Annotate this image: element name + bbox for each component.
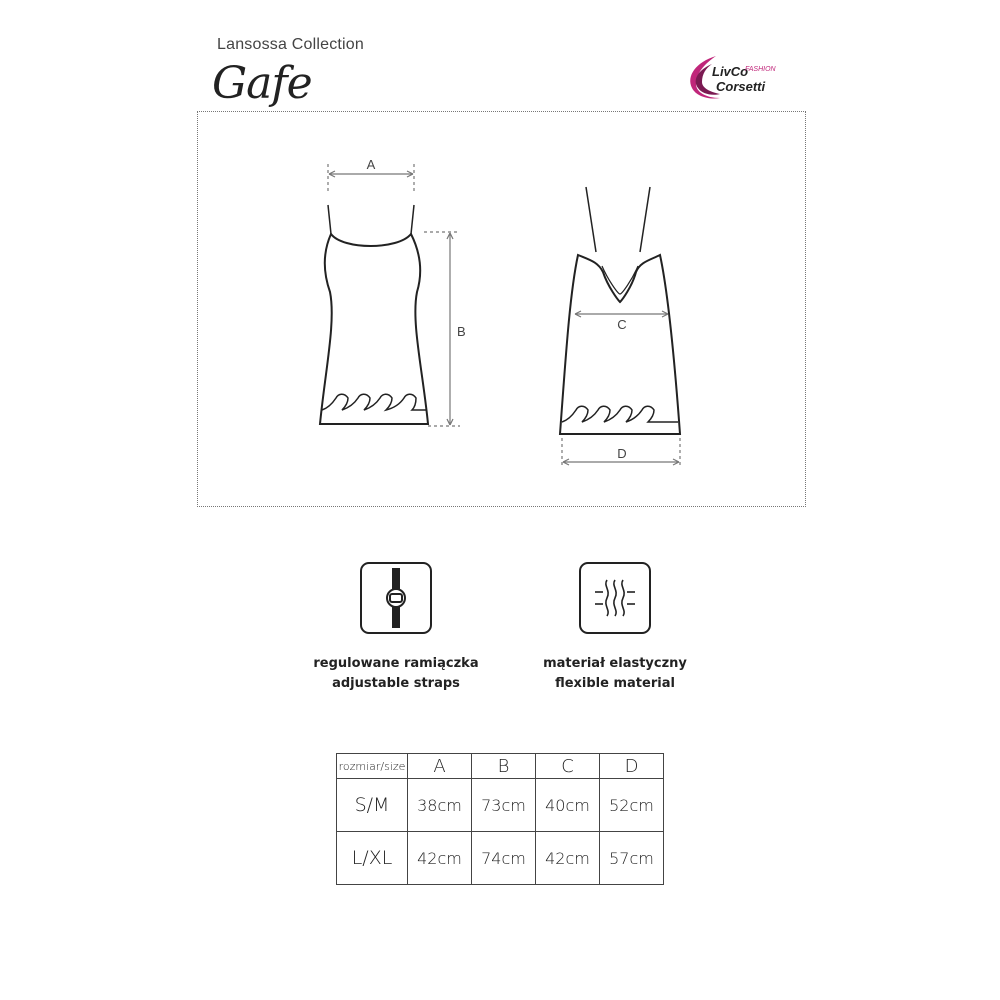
dimension-label-d: D xyxy=(617,446,627,461)
value-cell: 57cm xyxy=(600,832,664,885)
feature-label-pl: materiał elastyczny xyxy=(543,656,687,671)
column-header-b: B xyxy=(472,754,536,779)
value-cell: 52cm xyxy=(600,779,664,832)
table-row xyxy=(337,832,664,885)
column-header-a: A xyxy=(408,754,472,779)
feature-label-elastic xyxy=(495,654,735,694)
logo-text-bottom: Corsetti xyxy=(716,79,766,94)
elastic-material-icon xyxy=(579,562,651,634)
size-table-header xyxy=(337,754,664,779)
size-cell: L/XL xyxy=(337,832,408,885)
product-name: Gafe xyxy=(212,58,312,109)
feature-label-en: flexible material xyxy=(555,676,675,691)
value-cell: 74cm xyxy=(472,832,536,885)
size-table xyxy=(336,753,664,885)
garment-diagram xyxy=(198,112,807,508)
front-view xyxy=(320,164,460,426)
value-cell: 40cm xyxy=(536,779,600,832)
dimension-label-a: A xyxy=(366,157,376,172)
size-cell: S/M xyxy=(337,779,408,832)
feature-label-en: adjustable straps xyxy=(332,676,460,691)
size-header-label: rozmiar/size xyxy=(337,754,408,779)
dimension-label-b: B xyxy=(457,324,466,339)
column-header-d: D xyxy=(600,754,664,779)
brand-logo xyxy=(682,54,822,106)
column-header-c: C xyxy=(536,754,600,779)
collection-name: Lansossa Collection xyxy=(217,36,364,53)
value-cell: 42cm xyxy=(408,832,472,885)
adjustable-strap-icon xyxy=(360,562,432,634)
dimension-label-c: C xyxy=(617,317,627,332)
measurement-diagram xyxy=(197,111,806,507)
value-cell: 38cm xyxy=(408,779,472,832)
feature-label-pl: regulowane ramiączka xyxy=(313,656,479,671)
logo-text-fashion: FASHION xyxy=(745,66,776,73)
table-row xyxy=(337,779,664,832)
feature-label-straps xyxy=(276,654,516,694)
value-cell: 42cm xyxy=(536,832,600,885)
logo-text-top: LivCo xyxy=(712,64,749,79)
value-cell: 73cm xyxy=(472,779,536,832)
